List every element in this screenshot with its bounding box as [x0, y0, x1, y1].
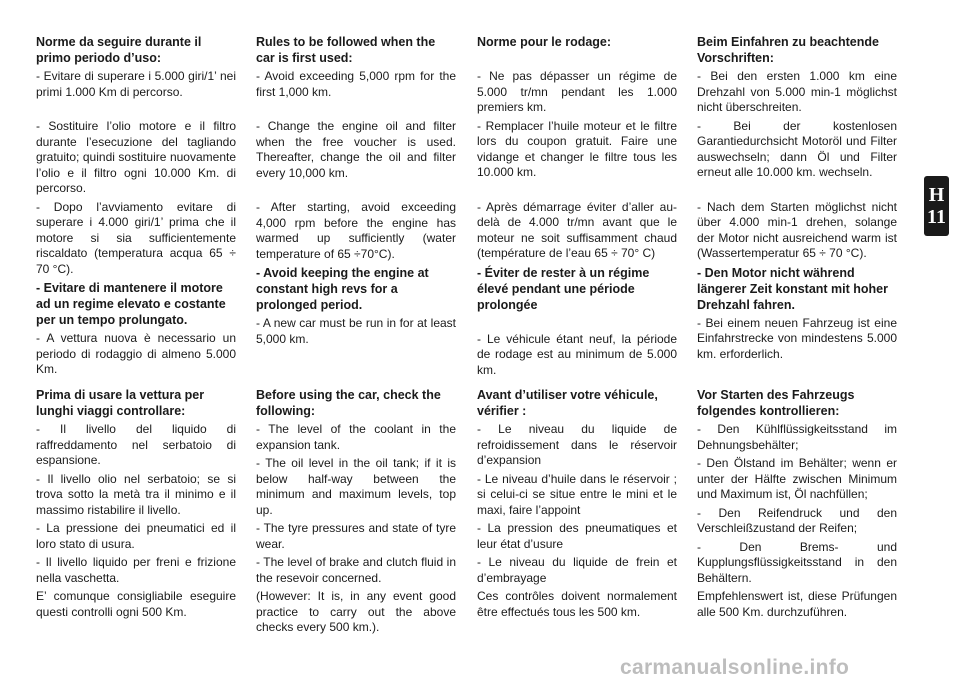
section-first-use [697, 34, 897, 362]
paragraph: - The level of the coolant in the expansion tank. [256, 422, 456, 452]
section-tab [924, 176, 949, 236]
section-title: Beim Einfahren zu beachtende Vorschriften: [697, 35, 879, 65]
paragraph: - The tyre pressures and state of tyre wear. [256, 521, 456, 551]
paragraph: - Le véhicule étant neuf, la période de rodage est au minimum de 5.000 km. [477, 331, 677, 377]
paragraph: - Le niveau du liquide de frein et d’embrayage [477, 555, 677, 585]
paragraph-bold: - Avoid keeping the engine at constant high revs for a prolonged period. [256, 266, 429, 312]
section-title: Before using the car, check the following: [256, 388, 441, 418]
paragraph: - The oil level in the oil tank; if it is below half-way between the minimum and maximum levels, top up. [256, 456, 456, 517]
paragraph: - Après démarrage éviter d’aller au-delà de 4.000 tr/mn avant que le moteur ne soit suffisamment chaud (température de l’eau 65 ÷ 70° C) [477, 199, 677, 260]
section-first-use [477, 34, 677, 378]
paragraph: - Il livello del liquido di raffreddamento nel serbatoio di espansione. [36, 422, 236, 467]
column-french [477, 34, 677, 619]
section-tab-number: 11 [927, 206, 946, 228]
paragraph: - Nach dem Starten möglichst nicht über 4.000 min-1 drehen, solange der Motor nicht ausreichend warm ist (Wassertemperatur 65 ÷ 70 °C). [697, 199, 897, 260]
paragraph: (However: It is, in any event good practice to carry out the above checks every 500 km.). [256, 589, 456, 634]
paragraph: - La pression des pneumatiques et leur état d’usure [477, 521, 677, 551]
watermark: carmanualsonline.info [620, 656, 850, 679]
paragraph: - Den Reifendruck und den Verschleißzustand der Reifen; [697, 505, 897, 535]
section-title: Norme pour le rodage: [477, 35, 612, 49]
paragraph: - Remplacer l’huile moteur et le filtre lors du coupon gratuit. Faire une vidange et changer le filtre tous les 10.000 km. [477, 118, 677, 179]
section-checks [256, 387, 456, 639]
section-first-use [36, 34, 236, 378]
paragraph: - Change the engine oil and filter when the free voucher is used. Thereafter, change the oil and filter every 10,000 km. [256, 119, 456, 180]
section-first-use [256, 34, 456, 347]
paragraph-bold: - Evitare di mantenere il motore ad un regime elevato e costante per un tempo prolungato. [36, 281, 226, 327]
paragraph: - Den Ölstand im Behälter; wenn er unter der Hälfte zwischen Minimum und Maximum ist, Öl nachfüllen; [697, 456, 897, 501]
section-checks [477, 387, 677, 623]
paragraph: - Il livello liquido per freni e frizione nella vaschetta. [36, 555, 236, 585]
paragraph: - A new car must be run in for at least 5,000 km. [256, 316, 456, 346]
paragraph: - Bei der kostenlosen Garantiedurchsicht Motoröl und Filter auswechseln; dann Öl und Filter erneut alle 10.000 km. wechseln. [697, 118, 897, 179]
paragraph: - Bei den ersten 1.000 km eine Drehzahl von 5.000 min-1 möglichst nicht überschreiten. [697, 69, 897, 114]
paragraph: - Den Kühlflüssigkeitsstand im Dehnungsbehälter; [697, 422, 897, 452]
paragraph: E’ comunque consigliabile eseguire questi controlli ogni 500 Km. [36, 589, 236, 619]
paragraph: - Le niveau du liquide de refroidissement dans le réservoir d’expansion [477, 422, 677, 467]
paragraph: - Bei einem neuen Fahrzeug ist eine Einfahrstrecke von mindestens 5.000 km. erforderlich. [697, 315, 897, 361]
paragraph-bold: - Den Motor nicht während längerer Zeit konstant mit hoher Drehzahl fahren. [697, 265, 889, 312]
paragraph: - Evitare di superare i 5.000 giri/1’ nei primi 1.000 Km di percorso. [36, 69, 236, 99]
paragraph: Empfehlenswert ist, diese Prüfungen alle 500 Km. durchzuführen. [697, 589, 897, 619]
paragraph: Ces contrôles doivent normalement être effectués tous les 500 km. [477, 589, 677, 619]
paragraph: - Il livello olio nel serbatoio; se si trova sotto la metà tra il minimo e il massimo ristabilire il livello. [36, 471, 236, 517]
section-tab-letter: H [928, 184, 945, 206]
section-title: Norme da seguire durante il primo periodo d’uso: [36, 35, 202, 65]
column-german [697, 34, 897, 619]
paragraph-bold: - Éviter de rester à un régime élevé pendant une période prolongée [477, 265, 650, 312]
paragraph: - After starting, avoid exceeding 4,000 rpm before the engine has warmed up sufficiently (water temperature of 65 ÷70°C). [256, 200, 456, 261]
paragraph: - Ne pas dépasser un régime de 5.000 tr/mn pendant les 1.000 premiers km. [477, 69, 677, 114]
paragraph: - La pressione dei pneumatici ed il loro stato di usura. [36, 521, 236, 551]
section-title: Prima di usare la vettura per lunghi viaggi controllare: [36, 388, 205, 418]
section-checks [697, 387, 897, 623]
paragraph: - Le niveau d’huile dans le réservoir ; si celui-ci se situe entre le mini et le maxi, faire l’appoint [477, 471, 677, 517]
section-title: Rules to be followed when the car is first used: [256, 35, 436, 65]
section-title: Vor Starten des Fahrzeugs folgendes kontrollieren: [697, 388, 855, 418]
paragraph: - Avoid exceeding 5,000 rpm for the first 1,000 km. [256, 69, 456, 99]
paragraph: - The level of brake and clutch fluid in the resevoir concerned. [256, 555, 456, 585]
paragraph: - Den Brems- und Kupplungsflüssigkeitsstand in den Behältern. [697, 539, 897, 585]
section-checks [36, 387, 236, 623]
paragraph: - Sostituire l’olio motore e il filtro durante l’esecuzione del tagliando gratuito; quindi sostituire nuovamente l’olio e il filtro ogni 10.000 Km. di percorso. [36, 119, 236, 195]
section-title: Avant d’utiliser votre véhicule, vérifier : [477, 388, 658, 418]
column-english [256, 34, 456, 634]
paragraph: - Dopo l’avviamento evitare di superare i 4.000 giri/1’ prima che il motore si sia sufficientemente riscaldato (temperatura acqua 65 ÷ 70 °C). [36, 199, 236, 276]
column-italian [36, 34, 236, 619]
paragraph: - A vettura nuova è necessario un periodo di rodaggio di almeno 5.000 Km. [36, 331, 236, 376]
